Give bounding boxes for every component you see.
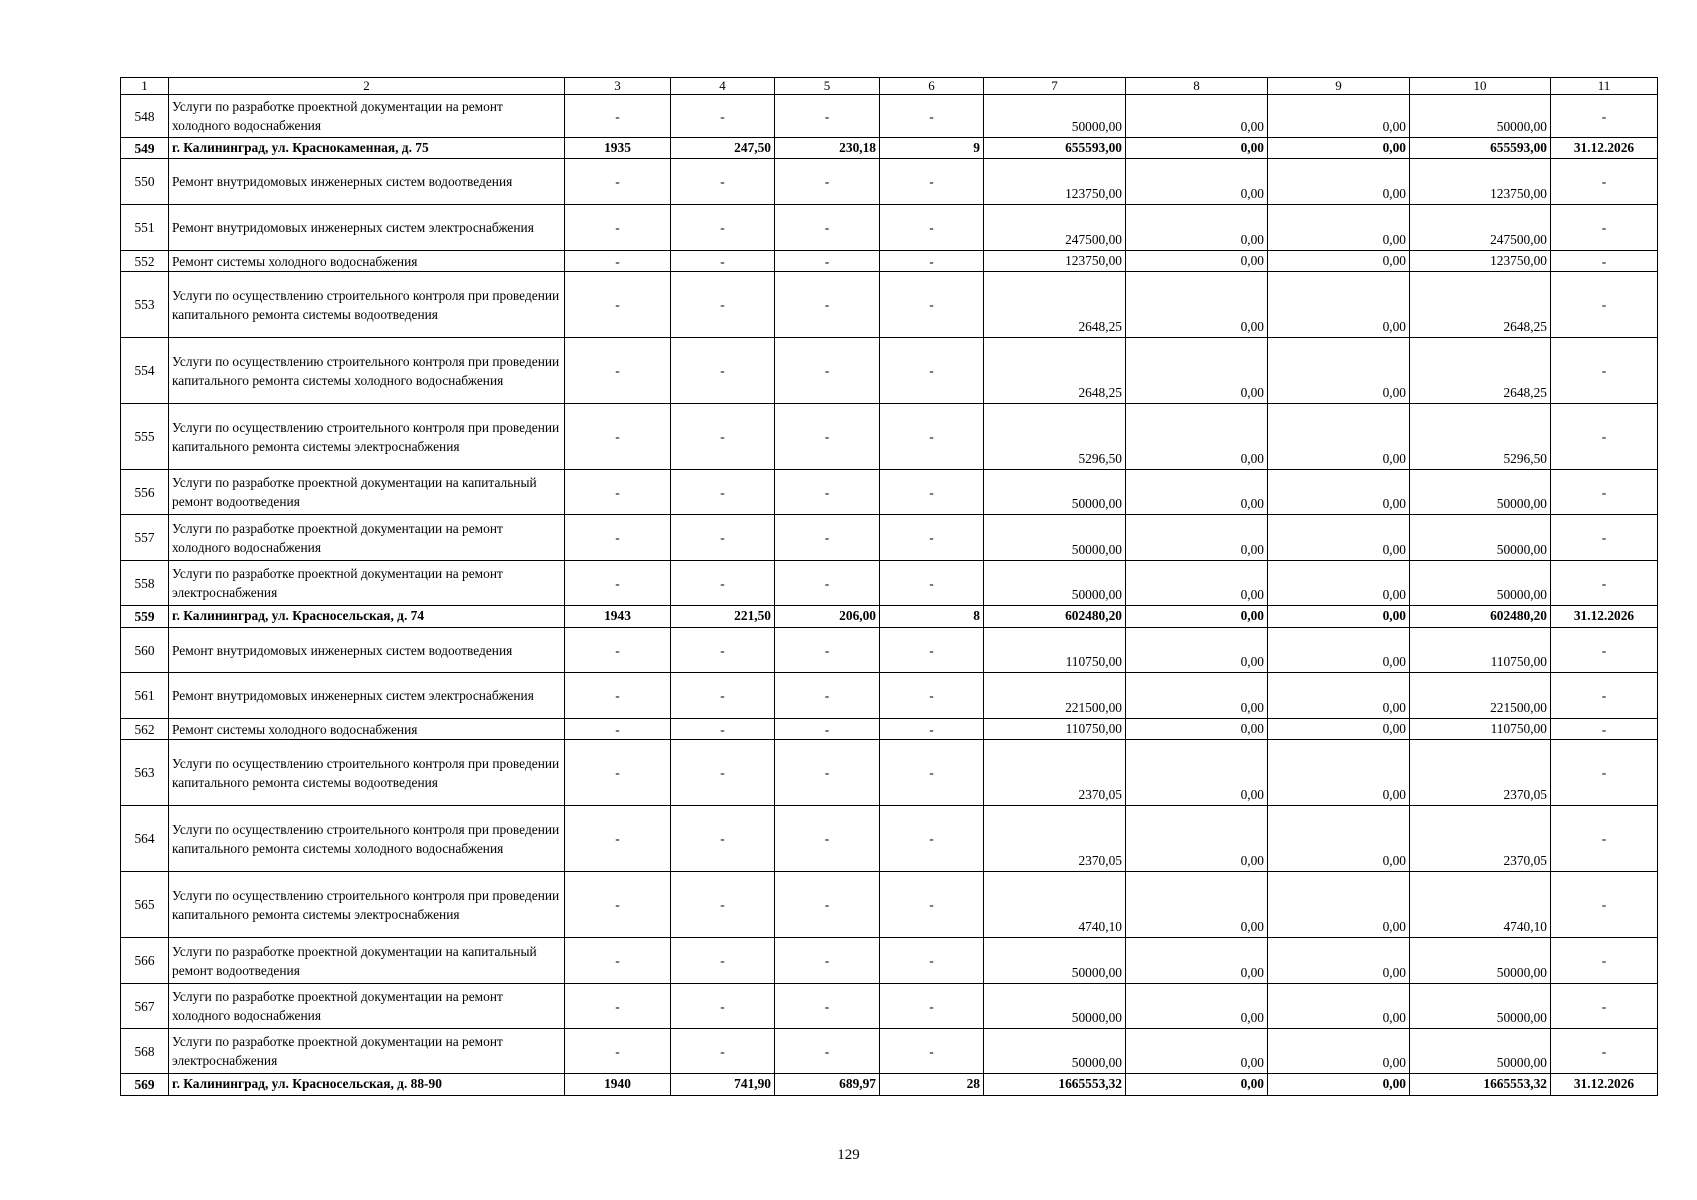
- document-sheet: [120, 77, 1658, 1096]
- cell-col-7: 123750,00: [984, 251, 1126, 272]
- cell-col-5: -: [775, 251, 880, 272]
- cell-col-8: 0,00: [1126, 515, 1268, 561]
- header-row: [121, 78, 1658, 95]
- cell-col-9: 0,00: [1268, 938, 1410, 984]
- header-cell: 7: [984, 78, 1126, 95]
- cell-col-4: 247,50: [671, 138, 775, 159]
- row-number: 561: [121, 673, 169, 719]
- cell-col-4: -: [671, 872, 775, 938]
- cell-col-8: 0,00: [1126, 984, 1268, 1029]
- cell-col-8: 0,00: [1126, 138, 1268, 159]
- cell-col-6: -: [880, 272, 984, 338]
- data-table: [120, 77, 1658, 1096]
- row-number: 563: [121, 740, 169, 806]
- cell-col-9: 0,00: [1268, 740, 1410, 806]
- cell-col-6: -: [880, 515, 984, 561]
- cell-col-3: -: [565, 159, 671, 205]
- table-row: [121, 673, 1658, 719]
- cell-col-11: 31.12.2026: [1551, 606, 1658, 628]
- row-number: 556: [121, 470, 169, 515]
- cell-col-7: 2370,05: [984, 740, 1126, 806]
- cell-col-10: 123750,00: [1410, 251, 1551, 272]
- address-row: [121, 138, 1658, 159]
- table-row: [121, 404, 1658, 470]
- table-row: [121, 806, 1658, 872]
- header-cell: 10: [1410, 78, 1551, 95]
- row-description: Ремонт системы холодного водоснабжения: [169, 251, 565, 272]
- cell-col-4: -: [671, 515, 775, 561]
- row-description: Услуги по осуществлению строительного контроля при проведении капитального ремонта системы водоотведения: [169, 740, 565, 806]
- cell-col-9: 0,00: [1268, 338, 1410, 404]
- table-row: [121, 1029, 1658, 1074]
- cell-col-3: -: [565, 95, 671, 138]
- cell-col-9: 0,00: [1268, 95, 1410, 138]
- cell-col-11: -: [1551, 984, 1658, 1029]
- cell-col-5: -: [775, 673, 880, 719]
- cell-col-11: -: [1551, 515, 1658, 561]
- cell-col-6: -: [880, 159, 984, 205]
- cell-col-6: -: [880, 470, 984, 515]
- table-row: [121, 470, 1658, 515]
- header-cell: 2: [169, 78, 565, 95]
- cell-col-7: 50000,00: [984, 984, 1126, 1029]
- address-row: [121, 606, 1658, 628]
- cell-col-10: 50000,00: [1410, 95, 1551, 138]
- cell-col-7: 50000,00: [984, 470, 1126, 515]
- cell-col-10: 50000,00: [1410, 938, 1551, 984]
- cell-col-5: -: [775, 872, 880, 938]
- cell-col-5: -: [775, 338, 880, 404]
- cell-col-6: -: [880, 1029, 984, 1074]
- cell-col-5: -: [775, 404, 880, 470]
- cell-col-5: -: [775, 1029, 880, 1074]
- cell-col-3: -: [565, 470, 671, 515]
- cell-col-10: 2370,05: [1410, 740, 1551, 806]
- cell-col-3: -: [565, 338, 671, 404]
- cell-col-8: 0,00: [1126, 1074, 1268, 1096]
- row-description: г. Калининград, ул. Краснокаменная, д. 75: [169, 138, 565, 159]
- cell-col-11: -: [1551, 338, 1658, 404]
- cell-col-7: 655593,00: [984, 138, 1126, 159]
- cell-col-7: 2648,25: [984, 338, 1126, 404]
- table-row: [121, 561, 1658, 606]
- cell-col-8: 0,00: [1126, 740, 1268, 806]
- cell-col-9: 0,00: [1268, 159, 1410, 205]
- cell-col-4: -: [671, 251, 775, 272]
- cell-col-8: 0,00: [1126, 1029, 1268, 1074]
- row-number: 553: [121, 272, 169, 338]
- cell-col-5: -: [775, 515, 880, 561]
- cell-col-6: 9: [880, 138, 984, 159]
- cell-col-4: -: [671, 159, 775, 205]
- cell-col-9: 0,00: [1268, 606, 1410, 628]
- cell-col-11: -: [1551, 628, 1658, 673]
- cell-col-4: -: [671, 338, 775, 404]
- row-description: Услуги по осуществлению строительного контроля при проведении капитального ремонта системы электроснабжения: [169, 404, 565, 470]
- cell-col-3: 1935: [565, 138, 671, 159]
- cell-col-11: -: [1551, 251, 1658, 272]
- row-number: 550: [121, 159, 169, 205]
- cell-col-4: -: [671, 1029, 775, 1074]
- cell-col-11: 31.12.2026: [1551, 138, 1658, 159]
- cell-col-7: 602480,20: [984, 606, 1126, 628]
- cell-col-3: -: [565, 719, 671, 740]
- row-description: Услуги по осуществлению строительного контроля при проведении капитального ремонта системы электроснабжения: [169, 872, 565, 938]
- cell-col-11: -: [1551, 561, 1658, 606]
- cell-col-10: 1665553,32: [1410, 1074, 1551, 1096]
- cell-col-5: 689,97: [775, 1074, 880, 1096]
- table-row: [121, 272, 1658, 338]
- row-number: 562: [121, 719, 169, 740]
- header-cell: 8: [1126, 78, 1268, 95]
- cell-col-3: 1943: [565, 606, 671, 628]
- cell-col-4: -: [671, 740, 775, 806]
- cell-col-10: 110750,00: [1410, 719, 1551, 740]
- cell-col-5: -: [775, 470, 880, 515]
- cell-col-5: -: [775, 719, 880, 740]
- cell-col-10: 50000,00: [1410, 470, 1551, 515]
- row-description: Ремонт внутридомовых инженерных систем водоотведения: [169, 628, 565, 673]
- cell-col-9: 0,00: [1268, 1074, 1410, 1096]
- cell-col-6: -: [880, 872, 984, 938]
- table-row: [121, 872, 1658, 938]
- cell-col-9: 0,00: [1268, 628, 1410, 673]
- row-description: Услуги по осуществлению строительного контроля при проведении капитального ремонта системы холодного водоснабжения: [169, 806, 565, 872]
- row-number: 554: [121, 338, 169, 404]
- cell-col-7: 1665553,32: [984, 1074, 1126, 1096]
- cell-col-8: 0,00: [1126, 95, 1268, 138]
- cell-col-3: -: [565, 673, 671, 719]
- row-description: Услуги по разработке проектной документации на капитальный ремонт водоотведения: [169, 938, 565, 984]
- cell-col-8: 0,00: [1126, 561, 1268, 606]
- cell-col-9: 0,00: [1268, 515, 1410, 561]
- cell-col-11: -: [1551, 1029, 1658, 1074]
- cell-col-11: -: [1551, 205, 1658, 251]
- cell-col-5: 206,00: [775, 606, 880, 628]
- cell-col-8: 0,00: [1126, 806, 1268, 872]
- cell-col-10: 655593,00: [1410, 138, 1551, 159]
- header-cell: 3: [565, 78, 671, 95]
- cell-col-5: -: [775, 95, 880, 138]
- cell-col-7: 50000,00: [984, 938, 1126, 984]
- table-row: [121, 205, 1658, 251]
- cell-col-10: 123750,00: [1410, 159, 1551, 205]
- cell-col-4: 221,50: [671, 606, 775, 628]
- header-cell: 4: [671, 78, 775, 95]
- row-description: г. Калининград, ул. Красносельская, д. 74: [169, 606, 565, 628]
- row-number: 557: [121, 515, 169, 561]
- cell-col-11: -: [1551, 740, 1658, 806]
- cell-col-3: -: [565, 561, 671, 606]
- cell-col-8: 0,00: [1126, 938, 1268, 984]
- cell-col-5: -: [775, 205, 880, 251]
- cell-col-6: -: [880, 673, 984, 719]
- address-row: [121, 1074, 1658, 1096]
- table-row: [121, 628, 1658, 673]
- cell-col-4: -: [671, 719, 775, 740]
- row-number: 566: [121, 938, 169, 984]
- cell-col-5: -: [775, 272, 880, 338]
- row-number: 548: [121, 95, 169, 138]
- table-row: [121, 159, 1658, 205]
- cell-col-4: 741,90: [671, 1074, 775, 1096]
- cell-col-8: 0,00: [1126, 719, 1268, 740]
- table-row: [121, 984, 1658, 1029]
- cell-col-6: -: [880, 561, 984, 606]
- row-description: Ремонт системы холодного водоснабжения: [169, 719, 565, 740]
- cell-col-11: -: [1551, 806, 1658, 872]
- row-description: Ремонт внутридомовых инженерных систем водоотведения: [169, 159, 565, 205]
- cell-col-7: 2648,25: [984, 272, 1126, 338]
- cell-col-10: 50000,00: [1410, 1029, 1551, 1074]
- row-description: Ремонт внутридомовых инженерных систем электроснабжения: [169, 205, 565, 251]
- cell-col-10: 247500,00: [1410, 205, 1551, 251]
- row-number: 551: [121, 205, 169, 251]
- cell-col-4: -: [671, 628, 775, 673]
- cell-col-5: -: [775, 159, 880, 205]
- cell-col-9: 0,00: [1268, 470, 1410, 515]
- cell-col-8: 0,00: [1126, 159, 1268, 205]
- cell-col-9: 0,00: [1268, 806, 1410, 872]
- cell-col-6: -: [880, 984, 984, 1029]
- cell-col-8: 0,00: [1126, 673, 1268, 719]
- cell-col-11: -: [1551, 159, 1658, 205]
- cell-col-11: 31.12.2026: [1551, 1074, 1658, 1096]
- row-number: 560: [121, 628, 169, 673]
- cell-col-11: -: [1551, 272, 1658, 338]
- cell-col-6: 28: [880, 1074, 984, 1096]
- cell-col-6: -: [880, 95, 984, 138]
- header-cell: 11: [1551, 78, 1658, 95]
- row-number: 565: [121, 872, 169, 938]
- cell-col-3: -: [565, 628, 671, 673]
- cell-col-7: 50000,00: [984, 1029, 1126, 1074]
- row-number: 568: [121, 1029, 169, 1074]
- cell-col-6: -: [880, 404, 984, 470]
- cell-col-4: -: [671, 272, 775, 338]
- row-description: Ремонт внутридомовых инженерных систем электроснабжения: [169, 673, 565, 719]
- row-number: 549: [121, 138, 169, 159]
- header-cell: 9: [1268, 78, 1410, 95]
- cell-col-3: -: [565, 404, 671, 470]
- cell-col-4: -: [671, 470, 775, 515]
- cell-col-8: 0,00: [1126, 272, 1268, 338]
- cell-col-8: 0,00: [1126, 205, 1268, 251]
- cell-col-4: -: [671, 205, 775, 251]
- cell-col-3: -: [565, 251, 671, 272]
- cell-col-5: -: [775, 628, 880, 673]
- cell-col-11: -: [1551, 719, 1658, 740]
- cell-col-3: -: [565, 872, 671, 938]
- row-description: Услуги по разработке проектной документации на ремонт электроснабжения: [169, 1029, 565, 1074]
- cell-col-5: 230,18: [775, 138, 880, 159]
- cell-col-4: -: [671, 404, 775, 470]
- cell-col-8: 0,00: [1126, 338, 1268, 404]
- cell-col-10: 2370,05: [1410, 806, 1551, 872]
- table-row: [121, 338, 1658, 404]
- header-cell: 5: [775, 78, 880, 95]
- table-row: [121, 719, 1658, 740]
- row-number: 559: [121, 606, 169, 628]
- cell-col-9: 0,00: [1268, 673, 1410, 719]
- cell-col-6: -: [880, 338, 984, 404]
- cell-col-9: 0,00: [1268, 719, 1410, 740]
- cell-col-10: 221500,00: [1410, 673, 1551, 719]
- cell-col-10: 50000,00: [1410, 515, 1551, 561]
- cell-col-7: 110750,00: [984, 719, 1126, 740]
- cell-col-6: -: [880, 205, 984, 251]
- cell-col-3: -: [565, 272, 671, 338]
- cell-col-8: 0,00: [1126, 628, 1268, 673]
- cell-col-8: 0,00: [1126, 470, 1268, 515]
- row-description: Услуги по разработке проектной документации на ремонт электроснабжения: [169, 561, 565, 606]
- cell-col-11: -: [1551, 404, 1658, 470]
- cell-col-4: -: [671, 938, 775, 984]
- cell-col-5: -: [775, 938, 880, 984]
- header-cell: 6: [880, 78, 984, 95]
- cell-col-7: 221500,00: [984, 673, 1126, 719]
- cell-col-10: 50000,00: [1410, 561, 1551, 606]
- cell-col-10: 2648,25: [1410, 272, 1551, 338]
- cell-col-9: 0,00: [1268, 984, 1410, 1029]
- cell-col-9: 0,00: [1268, 138, 1410, 159]
- cell-col-6: -: [880, 251, 984, 272]
- cell-col-4: -: [671, 561, 775, 606]
- cell-col-3: -: [565, 806, 671, 872]
- cell-col-9: 0,00: [1268, 1029, 1410, 1074]
- cell-col-8: 0,00: [1126, 606, 1268, 628]
- cell-col-7: 123750,00: [984, 159, 1126, 205]
- cell-col-9: 0,00: [1268, 251, 1410, 272]
- cell-col-6: -: [880, 719, 984, 740]
- table-row: [121, 251, 1658, 272]
- cell-col-3: -: [565, 515, 671, 561]
- cell-col-5: -: [775, 806, 880, 872]
- row-number: 558: [121, 561, 169, 606]
- cell-col-6: -: [880, 938, 984, 984]
- row-description: Услуги по разработке проектной документации на капитальный ремонт водоотведения: [169, 470, 565, 515]
- cell-col-11: -: [1551, 673, 1658, 719]
- cell-col-10: 110750,00: [1410, 628, 1551, 673]
- cell-col-4: -: [671, 806, 775, 872]
- cell-col-10: 50000,00: [1410, 984, 1551, 1029]
- cell-col-5: -: [775, 740, 880, 806]
- cell-col-4: -: [671, 984, 775, 1029]
- cell-col-11: -: [1551, 872, 1658, 938]
- row-number: 569: [121, 1074, 169, 1096]
- cell-col-7: 5296,50: [984, 404, 1126, 470]
- cell-col-3: -: [565, 205, 671, 251]
- cell-col-9: 0,00: [1268, 205, 1410, 251]
- cell-col-6: -: [880, 628, 984, 673]
- cell-col-4: -: [671, 95, 775, 138]
- cell-col-9: 0,00: [1268, 272, 1410, 338]
- cell-col-7: 4740,10: [984, 872, 1126, 938]
- cell-col-3: -: [565, 938, 671, 984]
- cell-col-10: 602480,20: [1410, 606, 1551, 628]
- cell-col-8: 0,00: [1126, 872, 1268, 938]
- cell-col-4: -: [671, 673, 775, 719]
- cell-col-7: 50000,00: [984, 95, 1126, 138]
- row-number: 552: [121, 251, 169, 272]
- cell-col-7: 110750,00: [984, 628, 1126, 673]
- cell-col-10: 2648,25: [1410, 338, 1551, 404]
- cell-col-3: -: [565, 984, 671, 1029]
- row-number: 555: [121, 404, 169, 470]
- cell-col-7: 2370,05: [984, 806, 1126, 872]
- cell-col-8: 0,00: [1126, 404, 1268, 470]
- cell-col-10: 4740,10: [1410, 872, 1551, 938]
- cell-col-7: 247500,00: [984, 205, 1126, 251]
- cell-col-6: -: [880, 740, 984, 806]
- row-description: Услуги по разработке проектной документации на ремонт холодного водоснабжения: [169, 95, 565, 138]
- cell-col-6: 8: [880, 606, 984, 628]
- cell-col-9: 0,00: [1268, 561, 1410, 606]
- row-description: Услуги по разработке проектной документации на ремонт холодного водоснабжения: [169, 984, 565, 1029]
- row-description: г. Калининград, ул. Красносельская, д. 88-90: [169, 1074, 565, 1096]
- cell-col-9: 0,00: [1268, 872, 1410, 938]
- table-row: [121, 515, 1658, 561]
- header-cell: 1: [121, 78, 169, 95]
- page-number: 129: [837, 1147, 860, 1163]
- cell-col-3: -: [565, 1029, 671, 1074]
- row-number: 567: [121, 984, 169, 1029]
- table-row: [121, 938, 1658, 984]
- row-description: Услуги по разработке проектной документации на ремонт холодного водоснабжения: [169, 515, 565, 561]
- cell-col-11: -: [1551, 470, 1658, 515]
- cell-col-11: -: [1551, 938, 1658, 984]
- row-description: Услуги по осуществлению строительного контроля при проведении капитального ремонта системы водоотведения: [169, 272, 565, 338]
- cell-col-5: -: [775, 561, 880, 606]
- cell-col-3: -: [565, 740, 671, 806]
- cell-col-3: 1940: [565, 1074, 671, 1096]
- cell-col-11: -: [1551, 95, 1658, 138]
- table-row: [121, 95, 1658, 138]
- cell-col-8: 0,00: [1126, 251, 1268, 272]
- cell-col-10: 5296,50: [1410, 404, 1551, 470]
- row-description: Услуги по осуществлению строительного контроля при проведении капитального ремонта системы холодного водоснабжения: [169, 338, 565, 404]
- cell-col-6: -: [880, 806, 984, 872]
- row-number: 564: [121, 806, 169, 872]
- cell-col-7: 50000,00: [984, 561, 1126, 606]
- cell-col-9: 0,00: [1268, 404, 1410, 470]
- table-row: [121, 740, 1658, 806]
- cell-col-5: -: [775, 984, 880, 1029]
- cell-col-7: 50000,00: [984, 515, 1126, 561]
